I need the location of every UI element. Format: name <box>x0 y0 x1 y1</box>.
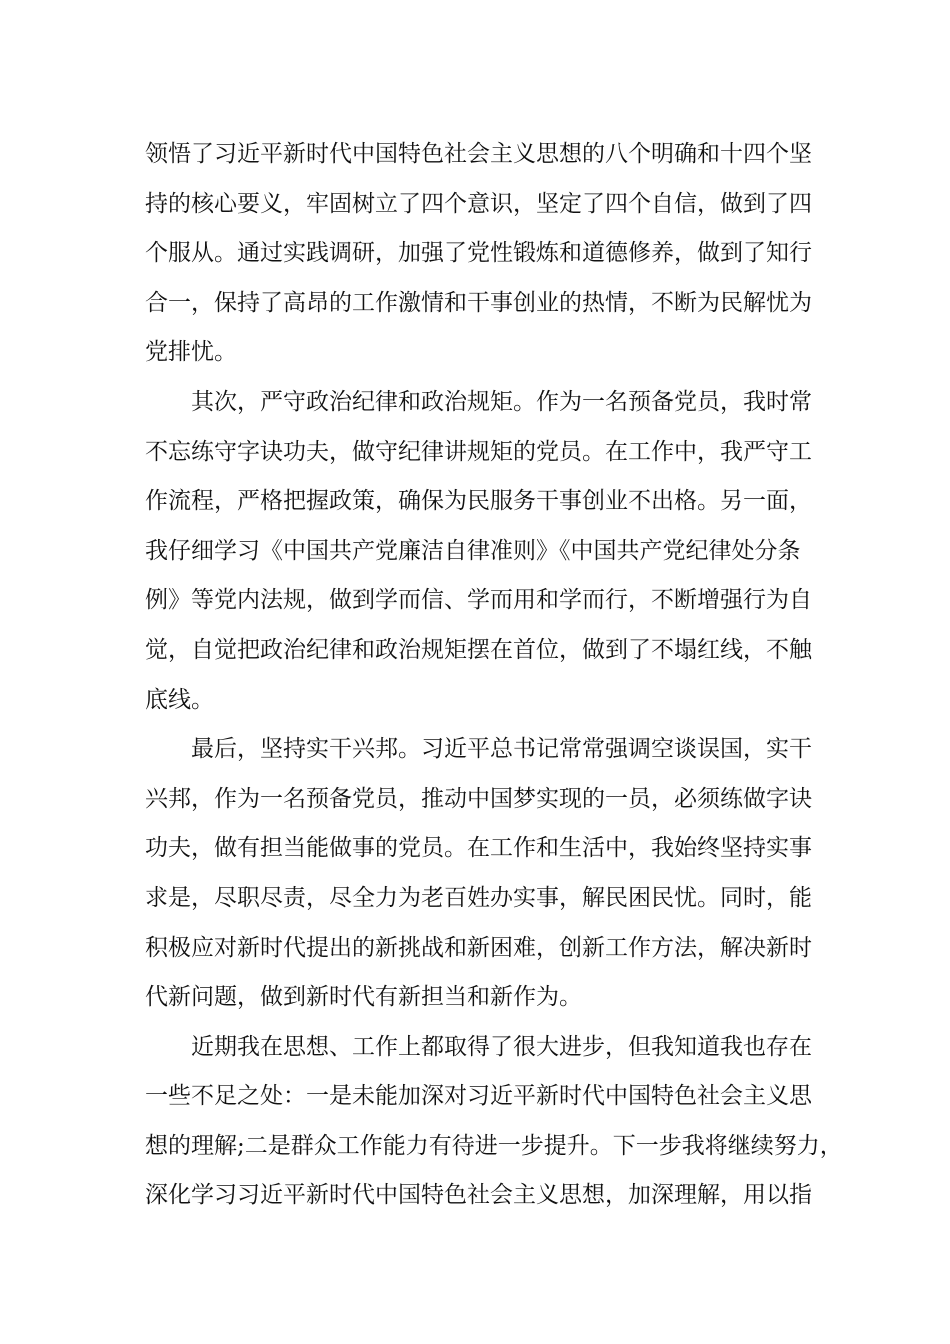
body-text <box>145 130 843 1221</box>
text-line: 一些不足之处：一是未能加深对习近平新时代中国特色社会主义思 <box>145 1083 812 1110</box>
paragraph-first-line: 近期我在思想、工作上都取得了很大进步，但我知道我也存在 <box>191 1033 812 1060</box>
text-line: 党排忧。 <box>145 339 237 366</box>
text-line: 作流程，严格把握政策，确保为民服务干事创业不出格。另一面， <box>145 488 812 515</box>
text-line: 求是，尽职尽责，尽全力为老百姓办实事，解民困民忧。同时，能 <box>145 884 812 911</box>
text-line: 兴邦，作为一名预备党员，推动中国梦实现的一员，必须练做字诀 <box>145 785 812 812</box>
text-line: 个服从。通过实践调研，加强了党性锻炼和道德修养，做到了知行 <box>145 240 812 267</box>
text-line: 功夫，做有担当能做事的党员。在工作和生活中，我始终坚持实事 <box>145 835 812 862</box>
text-line: 领悟了习近平新时代中国特色社会主义思想的八个明确和十四个坚 <box>145 141 812 167</box>
text-line: 持的核心要义，牢固树立了四个意识，坚定了四个自信，做到了四 <box>145 190 812 217</box>
text-line: 不忘练守字诀功夫，做守纪律讲规矩的党员。在工作中，我严守工 <box>145 438 812 465</box>
paragraph-first-line: 最后，坚持实干兴邦。习近平总书记常常强调空谈误国，实干 <box>191 736 812 763</box>
text-line: 代新问题，做到新时代有新担当和新作为。 <box>145 984 582 1011</box>
text-line: 深化学习习近平新时代中国特色社会主义思想，加深理解，用以指 <box>145 1182 812 1209</box>
text-line: 觉，自觉把政治纪律和政治规矩摆在首位，做到了不塌红线，不触 <box>145 636 812 663</box>
text-line: 积极应对新时代提出的新挑战和新困难，创新工作方法，解决新时 <box>145 934 812 961</box>
text-line: 我仔细学习《中国共产党廉洁自律准则》《中国共产党纪律处分条 <box>145 537 801 564</box>
paragraph-first-line: 其次，严守政治纪律和政治规矩。作为一名预备党员，我时常 <box>191 388 812 415</box>
text-line: 底线。 <box>145 686 214 713</box>
text-line: 例》等党内法规，做到学而信、学而用和学而行，不断增强行为自 <box>145 587 812 614</box>
text-line: 合一，保持了高昂的工作激情和干事创业的热情，不断为民解忧为 <box>145 289 812 316</box>
text-line: 想的理解;二是群众工作能力有待进一步提升。下一步我将继续努力， <box>145 1132 843 1159</box>
